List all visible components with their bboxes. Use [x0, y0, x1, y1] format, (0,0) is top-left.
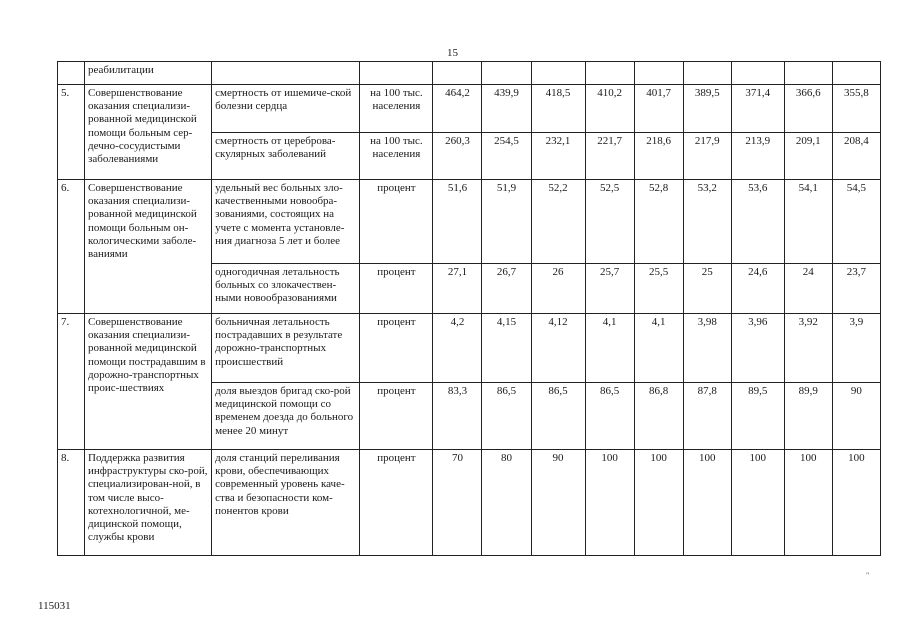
value-cell: 410,2 [585, 85, 634, 133]
value-cell: 100 [832, 450, 880, 556]
value-cell: 25,7 [585, 264, 634, 314]
table-row [58, 180, 881, 264]
value-cell: 51,6 [433, 180, 482, 264]
page-number: 15 [447, 47, 458, 59]
indicators-table [57, 61, 881, 556]
value-cell: 218,6 [634, 133, 683, 180]
value-cell: 4,15 [482, 314, 531, 383]
unit-cell: процент [360, 314, 433, 383]
value-cell: 89,5 [731, 383, 784, 450]
value-cell: 3,92 [784, 314, 832, 383]
value-cell: 464,2 [433, 85, 482, 133]
section-title: Совершенствование оказания специализи-рованной медицинской помощи больным сер-дечно-сосудистыми заболеваниями [85, 85, 212, 180]
empty-cell [360, 62, 433, 85]
indicator-name: удельный вес больных зло-качественными новообра-зованиями, состоящих на учете с момента установле-ния диагноза 5 лет и более [212, 180, 360, 264]
value-cell: 100 [784, 450, 832, 556]
value-cell: 100 [731, 450, 784, 556]
value-cell: 54,1 [784, 180, 832, 264]
value-cell: 25,5 [634, 264, 683, 314]
value-cell: 4,1 [585, 314, 634, 383]
value-cell: 418,5 [531, 85, 585, 133]
value-cell: 232,1 [531, 133, 585, 180]
section-title: Совершенствование оказания специализи-рованной медицинской помощи пострадавшим в дорожно-транспортных проис-шествиях [85, 314, 212, 450]
unit-cell: процент [360, 264, 433, 314]
empty-cell [634, 62, 683, 85]
value-cell: 80 [482, 450, 531, 556]
value-cell: 3,98 [683, 314, 731, 383]
value-cell: 86,5 [531, 383, 585, 450]
value-cell: 87,8 [683, 383, 731, 450]
value-cell: 389,5 [683, 85, 731, 133]
unit-cell: на 100 тыс. населения [360, 133, 433, 180]
value-cell: 25 [683, 264, 731, 314]
value-cell: 90 [832, 383, 880, 450]
empty-cell [784, 62, 832, 85]
empty-cell [212, 62, 360, 85]
value-cell: 260,3 [433, 133, 482, 180]
value-cell: 4,1 [634, 314, 683, 383]
value-cell: 90 [531, 450, 585, 556]
unit-cell: на 100 тыс. населения [360, 85, 433, 133]
value-cell: 4,2 [433, 314, 482, 383]
section-number: 7. [58, 314, 85, 450]
value-cell: 83,3 [433, 383, 482, 450]
value-cell: 213,9 [731, 133, 784, 180]
value-cell: 254,5 [482, 133, 531, 180]
value-cell: 24,6 [731, 264, 784, 314]
value-cell: 209,1 [784, 133, 832, 180]
table-body [58, 62, 881, 556]
value-cell: 26 [531, 264, 585, 314]
indicator-name: одногодичная летальность больных со злокачествен-ными новообразованиями [212, 264, 360, 314]
value-cell: 3,96 [731, 314, 784, 383]
continuation-text: реабилитации [85, 62, 212, 85]
value-cell: 26,7 [482, 264, 531, 314]
row-number-cell [58, 62, 85, 85]
value-cell: 366,6 [784, 85, 832, 133]
indicator-name: доля выездов бригад ско-рой медицинской помощи со временем доезда до больного менее 20 минут [212, 383, 360, 450]
value-cell: 86,5 [482, 383, 531, 450]
empty-cell [531, 62, 585, 85]
empty-cell [683, 62, 731, 85]
section-title: Совершенствование оказания специализи-рованной медицинской помощи больным он-кологическими заболе-ваниями [85, 180, 212, 314]
empty-cell [832, 62, 880, 85]
value-cell: 53,2 [683, 180, 731, 264]
value-cell: 27,1 [433, 264, 482, 314]
value-cell: 51,9 [482, 180, 531, 264]
empty-cell [482, 62, 531, 85]
value-cell: 439,9 [482, 85, 531, 133]
document-code: 115031 [38, 600, 71, 612]
section-number: 6. [58, 180, 85, 314]
value-cell: 86,5 [585, 383, 634, 450]
value-cell: 24 [784, 264, 832, 314]
value-cell: 52,5 [585, 180, 634, 264]
value-cell: 23,7 [832, 264, 880, 314]
indicator-name: больничная летальность пострадавших в результате дорожно-транспортных происшествий [212, 314, 360, 383]
section-number: 5. [58, 85, 85, 180]
value-cell: 70 [433, 450, 482, 556]
value-cell: 52,2 [531, 180, 585, 264]
table-row [58, 85, 881, 133]
table-row [58, 314, 881, 383]
empty-cell [433, 62, 482, 85]
value-cell: 52,8 [634, 180, 683, 264]
value-cell: 100 [683, 450, 731, 556]
value-cell: 208,4 [832, 133, 880, 180]
indicator-name: доля станций переливания крови, обеспечивающих современный уровень каче-ства и безопасности ком-понентов крови [212, 450, 360, 556]
table-row [58, 450, 881, 556]
empty-cell [585, 62, 634, 85]
value-cell: 401,7 [634, 85, 683, 133]
value-cell: 3,9 [832, 314, 880, 383]
value-cell: 371,4 [731, 85, 784, 133]
value-cell: 355,8 [832, 85, 880, 133]
table-row [58, 62, 881, 85]
value-cell: 221,7 [585, 133, 634, 180]
unit-cell: процент [360, 450, 433, 556]
indicator-name: смертность от цереброва-скулярных заболеваний [212, 133, 360, 180]
value-cell: 100 [585, 450, 634, 556]
corner-mark: " [866, 571, 870, 580]
section-title: Поддержка развития инфраструктуры ско-рой, специализирован-ной, в том числе высо-котехнологичной, ме-дицинской помощи, службы крови [85, 450, 212, 556]
section-number: 8. [58, 450, 85, 556]
unit-cell: процент [360, 180, 433, 264]
value-cell: 86,8 [634, 383, 683, 450]
value-cell: 53,6 [731, 180, 784, 264]
empty-cell [731, 62, 784, 85]
unit-cell: процент [360, 383, 433, 450]
value-cell: 54,5 [832, 180, 880, 264]
value-cell: 89,9 [784, 383, 832, 450]
value-cell: 100 [634, 450, 683, 556]
value-cell: 4,12 [531, 314, 585, 383]
indicator-name: смертность от ишемиче-ской болезни сердца [212, 85, 360, 133]
value-cell: 217,9 [683, 133, 731, 180]
